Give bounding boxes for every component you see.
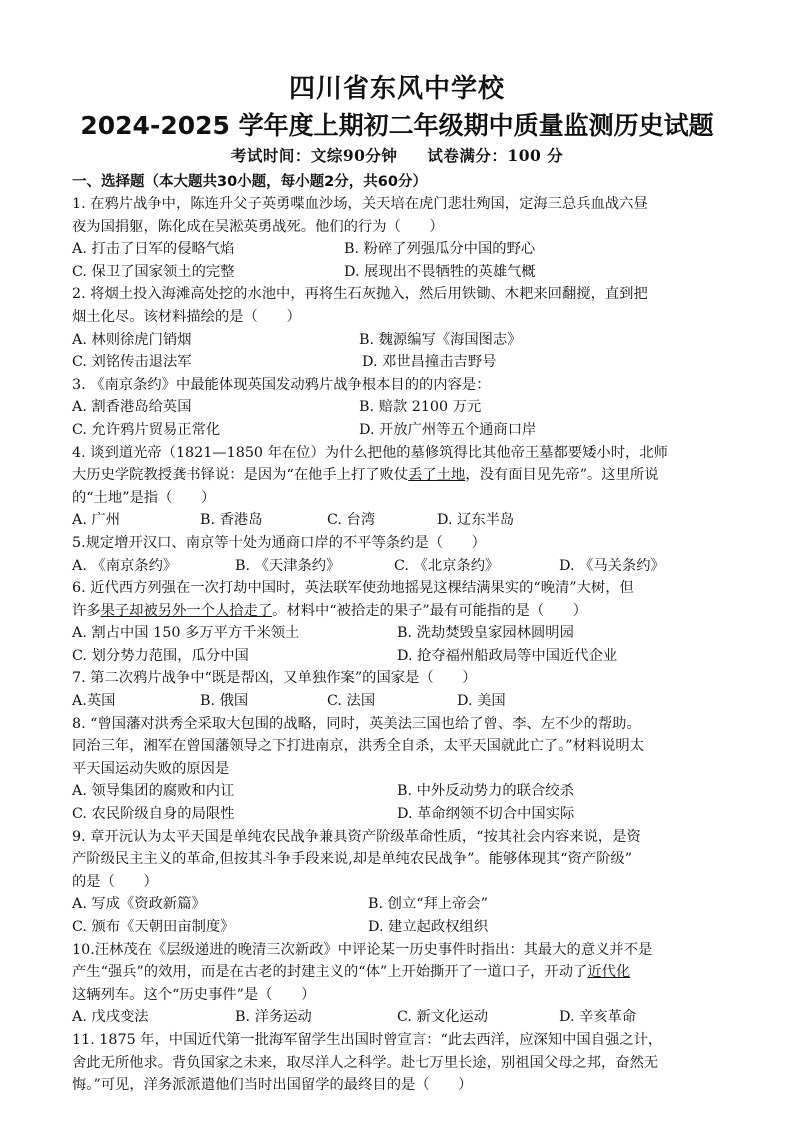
q3-option-a: A. 割香港岛给英国 <box>72 399 192 416</box>
q1-stem-line1: 1. 在鸦片战争中，陈连升父子英勇喋血沙场，关天培在虎门悲壮殉国，定海三总兵血战六昼 <box>72 196 648 212</box>
q4-options <box>72 509 726 532</box>
q5-option-a: A. 《南京条约》 <box>72 557 178 574</box>
q3-options-cd <box>72 419 726 442</box>
q10-stem-text: 产生“强兵”的效用，而是在古老的封建主义的“体”上开始撕开了一道口子，开动了 <box>72 964 588 981</box>
q11-stem-line3: 悔。”可见，洋务派派遣他们当时出国留学的最终目的是（ ） <box>72 1077 473 1094</box>
q6-option-c: C. 划分势力范围，瓜分中国 <box>72 647 249 664</box>
q6-stem-text-end: 。材料中“被拾走的果子”最有可能指的是（ ） <box>272 602 588 619</box>
q1-option-b: B. 粉碎了列强瓜分中国的野心 <box>344 241 536 258</box>
q8-stem-line1: 8. “曾国藩对洪秀全采取大包围的战略，同时，英美法三国也给了曾、李、左不少的帮助。 <box>72 715 641 732</box>
q6-stem-line1: 6. 近代西方列强在一次打劫中国时，英法联军使劲地摇晃这棵结满果实的“晚清”大树，但 <box>72 580 634 597</box>
q7-option-a: A.英国 <box>72 693 116 710</box>
q10-underlined-phrase: 近代化 <box>587 964 631 981</box>
q5-option-d: D. 《马关条约》 <box>559 557 665 574</box>
q9-stem-line1: 9. 章开沅认为太平天国是单纯农民战争兼具资产阶级革命性质，“按其社会内容来说，是资 <box>72 828 641 845</box>
q6-underlined-phrase: 果子却被另外一个人拾走了 <box>100 602 273 619</box>
q7-option-d: D. 美国 <box>457 693 506 710</box>
question-list <box>72 193 726 1097</box>
q2-stem-line2: 烟土化尽。该材料描绘的是（ ） <box>72 308 301 325</box>
q5-stem: 5.规定增开汉口、南京等十处为通商口岸的不平等条约是（ ） <box>72 534 486 551</box>
exam-time: 考试时间：文综90分钟 <box>230 146 398 165</box>
q10-option-b: B. 洋务运动 <box>235 1009 312 1026</box>
q6-option-d: D. 抢夺福州船政局等中国近代企业 <box>397 647 618 664</box>
q7-options <box>72 690 726 713</box>
q8-option-d: D. 革命纲领不切合中国实际 <box>397 806 575 823</box>
q11-stem-line2: 舍此无所他求。背负国家之未来，取尽洋人之科学。赴七万里长途，别祖国父母之邦，奋然无 <box>72 1054 659 1071</box>
q6-stem-text: 许多 <box>72 602 101 619</box>
q9-options-ab <box>72 893 726 916</box>
q10-option-d: D. 辛亥革命 <box>559 1009 637 1026</box>
q7-option-b: B. 俄国 <box>200 693 249 710</box>
q1-options-ab <box>72 238 726 261</box>
q1-option-d: D. 展现出不畏牺牲的英雄气概 <box>344 263 536 280</box>
q4-stem-line2 <box>72 464 726 487</box>
q3-option-d: D. 开放广州等五个通商口岸 <box>359 421 537 438</box>
q5-option-b: B. 《天津条约》 <box>235 557 341 574</box>
school-title: 四川省东风中学校 <box>288 74 505 104</box>
q10-stem-line3: 这辆列车。这个“历史事件”是（ ） <box>72 986 316 1003</box>
q4-option-b: B. 香港岛 <box>200 512 263 529</box>
q4-stem-line1: 4. 谈到道光帝（1821—1850 年在位）为什么把他的墓修筑得比其他帝王墓都要矮小时，北师 <box>72 444 668 461</box>
q2-options-ab <box>72 329 726 352</box>
q4-option-c: C. 台湾 <box>327 512 376 529</box>
q4-stem-line3: 的“土地”是指（ ） <box>72 489 216 506</box>
q6-option-b: B. 洗劫焚毁皇家园林圆明园 <box>397 625 574 642</box>
q1-option-c: C. 保卫了国家领土的完整 <box>72 263 235 280</box>
q10-option-a: A. 戊戌变法 <box>72 1009 149 1026</box>
q7-stem: 7. 第二次鸦片战争中“既是帮凶，又单独作案”的国家是（ ） <box>72 670 477 687</box>
q11-stem-line1: 11. 1875 年，中国近代第一批海军留学生出国时曾宣言：“此去西洋，应深知中国自强之计， <box>72 1031 663 1048</box>
q1-option-a: A. 打击了日军的侵略气焰 <box>72 241 235 258</box>
q8-options-cd <box>72 803 726 826</box>
q8-option-c: C. 农民阶级自身的局限性 <box>72 806 235 823</box>
q8-stem-line2: 同治三年，湘军在曾国藩领导之下打进南京，洪秀全自杀，太平天国就此亡了。”材料说明太 <box>72 738 645 755</box>
q8-option-a: A. 领导集团的腐败和内讧 <box>72 783 235 800</box>
q10-options <box>72 1006 726 1029</box>
q4-option-d: D. 辽东半岛 <box>437 512 515 529</box>
q1-options-cd <box>72 261 726 284</box>
section-title: 一、选择题（本大题共30小题，每小题2分，共60分） <box>72 174 427 190</box>
q2-stem-line1: 2. 将烟土投入海滩高处挖的水池中，再将生石灰抛入，然后用铁锄、木耙来回翻搅，直到把 <box>72 286 648 303</box>
q10-stem-line2 <box>72 961 726 984</box>
q9-option-c: C. 颁布《天朝田亩制度》 <box>72 919 235 935</box>
exam-info <box>0 144 794 166</box>
q9-options-cd <box>72 916 726 939</box>
q6-option-a: A. 割占中国 150 多万平方千米领土 <box>72 625 300 642</box>
q5-option-c: C. 《北京条约》 <box>394 557 500 574</box>
q9-option-a: A. 写成《资政新篇》 <box>72 896 206 913</box>
q8-stem-line3: 平天国运动失败的原因是 <box>72 760 230 777</box>
q9-option-d: D. 建立起政权组织 <box>368 919 489 935</box>
q4-stem-text-end: ，没有面目见先帝”。这里所说 <box>465 467 659 484</box>
q2-options-cd <box>72 351 726 374</box>
exam-title: 2024-2025 学年度上期初二年级期中质量监测历史试题 <box>80 111 714 140</box>
q6-stem-line2 <box>72 600 726 623</box>
q3-stem-line1: 3. 《南京条约》中最能体现英国发动鸦片战争根本目的的内容是： <box>72 376 491 393</box>
q10-option-c: C. 新文化运动 <box>397 1009 489 1026</box>
q5-options <box>72 555 726 578</box>
q7-option-c: C. 法国 <box>327 693 376 710</box>
q4-underlined-phrase: 丢了土地 <box>408 467 466 484</box>
q6-options-ab <box>72 622 726 645</box>
q9-option-b: B. 创立“拜上帝会” <box>368 896 488 913</box>
q2-option-d: D. 邓世昌撞击吉野号 <box>362 354 497 371</box>
q10-stem-line1: 10.汪林茂在《层级递进的晚清三次新政》中评论某一历史事件时指出：其最大的意义并不是 <box>72 941 653 958</box>
q8-options-ab <box>72 780 726 803</box>
exam-score: 试卷满分：100 分 <box>427 146 564 165</box>
q9-stem-line3: 的是（ ） <box>72 873 158 890</box>
q4-stem-text: 大历史学院教授龚书铎说：是因为“在他手上打了败仗 <box>72 467 409 484</box>
q4-option-a: A. 广州 <box>72 512 121 529</box>
q1-stem-line2: 夜为国捐躯，陈化成在吴淞英勇战死。他们的行为（ ） <box>72 218 444 235</box>
q9-stem-line2: 产阶级民主主义的革命,但按其斗争手段来说,却是单纯农民战争”。能够体现其“资产阶级” <box>72 851 632 868</box>
q6-options-cd <box>72 645 726 668</box>
q2-option-b: B. 魏源编写《海国图志》 <box>359 331 522 348</box>
q3-options-ab <box>72 396 726 419</box>
q2-option-a: A. 林则徐虎门销烟 <box>72 331 192 348</box>
q8-option-b: B. 中外反动势力的联合绞杀 <box>397 783 574 800</box>
q2-option-c: C. 刘铭传击退法军 <box>72 354 192 371</box>
q3-option-b: B. 赔款 2100 万元 <box>359 399 482 416</box>
q3-option-c: C. 允许鸦片贸易正常化 <box>72 421 221 438</box>
